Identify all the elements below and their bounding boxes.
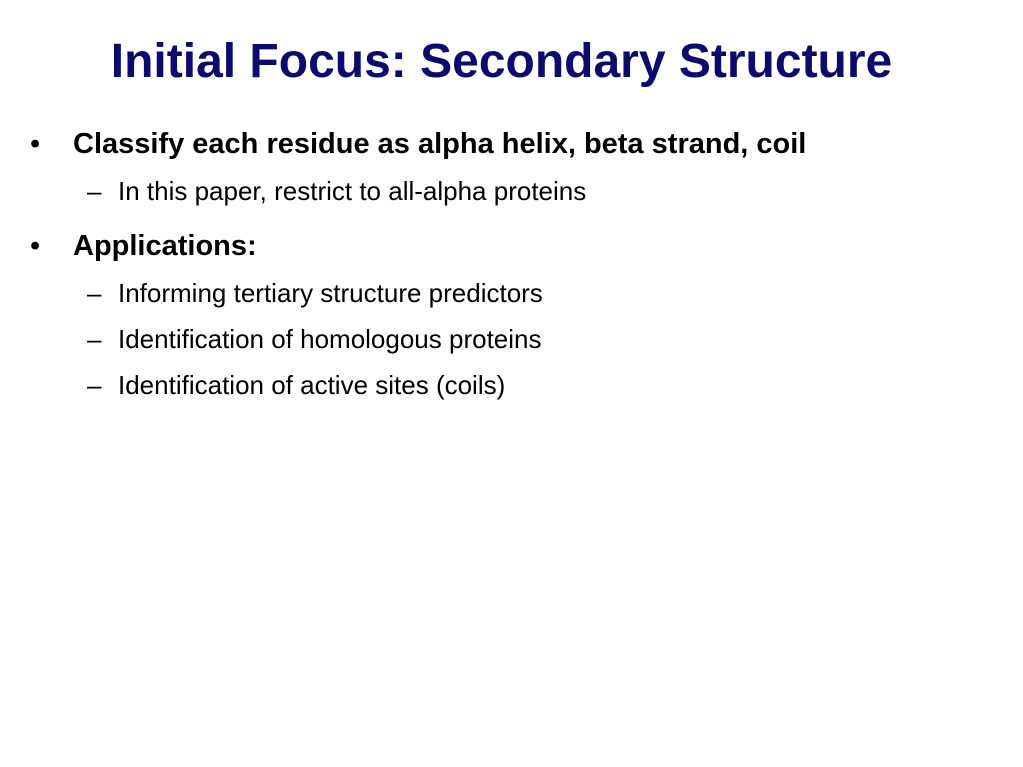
sub-item bbox=[30, 323, 1000, 356]
bullet-text: Applications: bbox=[73, 230, 257, 262]
bullet-marker: • bbox=[30, 128, 41, 160]
dash-marker: – bbox=[87, 370, 102, 400]
bullet-marker: • bbox=[30, 230, 41, 262]
bullet-text: Classify each residue as alpha helix, beta strand, coil bbox=[73, 128, 807, 160]
bullet-item bbox=[30, 126, 1000, 162]
slide-title: Initial Focus: Secondary Structure bbox=[110, 35, 893, 88]
dash-marker: – bbox=[87, 324, 102, 354]
sub-list bbox=[30, 175, 1000, 208]
bullet-group-applications bbox=[30, 228, 1000, 402]
sub-list bbox=[30, 277, 1000, 402]
sub-item-text: Identification of homologous proteins bbox=[118, 324, 542, 354]
sub-item-text: Identification of active sites (coils) bbox=[118, 370, 506, 400]
dash-marker: – bbox=[87, 176, 102, 206]
sub-item-text: In this paper, restrict to all-alpha proteins bbox=[118, 176, 587, 206]
sub-item bbox=[30, 277, 1000, 310]
bullet-group-classify bbox=[30, 126, 1000, 208]
bullet-item bbox=[30, 228, 1000, 264]
sub-item bbox=[30, 175, 1000, 208]
sub-item bbox=[30, 369, 1000, 402]
slide-body bbox=[30, 126, 1000, 402]
dash-marker: – bbox=[87, 278, 102, 308]
sub-item-text: Informing tertiary structure predictors bbox=[118, 278, 543, 308]
